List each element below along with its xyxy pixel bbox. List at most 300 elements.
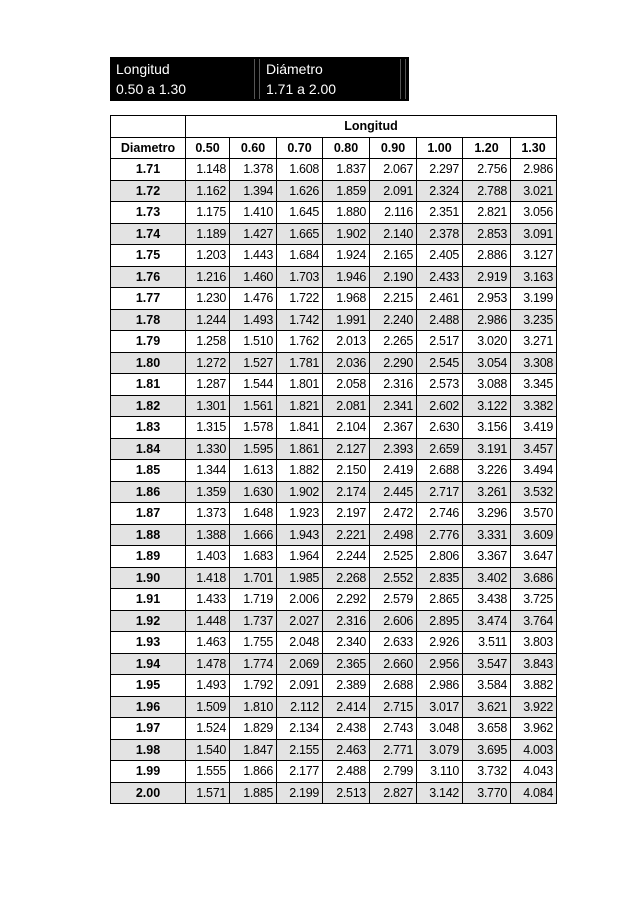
value-cell: 2.438 [323, 718, 370, 740]
diametro-cell: 1.78 [111, 309, 186, 331]
value-cell: 2.776 [417, 524, 463, 546]
value-cell: 2.116 [370, 202, 417, 224]
value-cell: 2.806 [417, 546, 463, 568]
value-cell: 1.737 [230, 610, 277, 632]
value-cell: 2.525 [370, 546, 417, 568]
diametro-cell: 2.00 [111, 782, 186, 804]
value-cell: 1.991 [323, 309, 370, 331]
value-cell: 3.843 [511, 653, 557, 675]
value-cell: 1.216 [186, 266, 230, 288]
value-cell: 3.382 [511, 395, 557, 417]
value-cell: 2.127 [323, 438, 370, 460]
column-header-row [111, 137, 557, 159]
diametro-label: Diámetro [266, 61, 323, 77]
value-cell: 2.104 [323, 417, 370, 439]
value-cell: 2.091 [370, 180, 417, 202]
value-cell: 2.513 [323, 782, 370, 804]
table-row [111, 567, 557, 589]
value-cell: 2.573 [417, 374, 463, 396]
value-cell: 3.647 [511, 546, 557, 568]
value-cell: 2.290 [370, 352, 417, 374]
value-cell: 1.510 [230, 331, 277, 353]
value-cell: 1.443 [230, 245, 277, 267]
value-cell: 1.162 [186, 180, 230, 202]
value-cell: 2.445 [370, 481, 417, 503]
value-cell: 2.405 [417, 245, 463, 267]
value-cell: 2.324 [417, 180, 463, 202]
diametro-cell: 1.74 [111, 223, 186, 245]
value-cell: 2.986 [463, 309, 511, 331]
value-cell: 3.199 [511, 288, 557, 310]
range-divider [254, 59, 255, 99]
value-cell: 1.923 [277, 503, 323, 525]
table-row [111, 417, 557, 439]
value-cell: 2.771 [370, 739, 417, 761]
value-cell: 3.547 [463, 653, 511, 675]
value-cell: 3.770 [463, 782, 511, 804]
value-cell: 3.091 [511, 223, 557, 245]
value-cell: 1.555 [186, 761, 230, 783]
value-cell: 2.799 [370, 761, 417, 783]
value-cell: 2.316 [370, 374, 417, 396]
value-cell: 1.985 [277, 567, 323, 589]
value-cell: 3.226 [463, 460, 511, 482]
column-header: 1.00 [417, 137, 463, 159]
diametro-cell: 1.88 [111, 524, 186, 546]
diametro-cell: 1.98 [111, 739, 186, 761]
value-cell: 1.301 [186, 395, 230, 417]
value-cell: 1.578 [230, 417, 277, 439]
value-cell: 2.630 [417, 417, 463, 439]
diametro-row-header: Diametro [111, 137, 186, 159]
value-cell: 3.732 [463, 761, 511, 783]
value-cell: 3.020 [463, 331, 511, 353]
value-cell: 1.463 [186, 632, 230, 654]
value-cell: 3.017 [417, 696, 463, 718]
value-cell: 2.268 [323, 567, 370, 589]
value-cell: 2.165 [370, 245, 417, 267]
value-cell: 4.084 [511, 782, 557, 804]
diametro-cell: 1.76 [111, 266, 186, 288]
value-cell: 2.197 [323, 503, 370, 525]
column-header: 1.20 [463, 137, 511, 159]
table-row [111, 223, 557, 245]
range-summary-box [110, 57, 409, 101]
table-row [111, 653, 557, 675]
value-cell: 1.418 [186, 567, 230, 589]
value-cell: 2.027 [277, 610, 323, 632]
value-cell: 1.378 [230, 159, 277, 181]
value-cell: 2.433 [417, 266, 463, 288]
value-cell: 2.297 [417, 159, 463, 181]
diametro-cell: 1.93 [111, 632, 186, 654]
longitud-group-header: Longitud [186, 116, 557, 138]
diametro-cell: 1.82 [111, 395, 186, 417]
value-cell: 2.743 [370, 718, 417, 740]
value-cell: 3.056 [511, 202, 557, 224]
value-cell: 2.986 [417, 675, 463, 697]
value-cell: 1.648 [230, 503, 277, 525]
value-cell: 1.902 [277, 481, 323, 503]
table-row [111, 610, 557, 632]
value-cell: 1.861 [277, 438, 323, 460]
table-row [111, 524, 557, 546]
value-cell: 1.837 [323, 159, 370, 181]
value-cell: 3.271 [511, 331, 557, 353]
value-cell: 2.081 [323, 395, 370, 417]
value-cell: 3.457 [511, 438, 557, 460]
value-cell: 3.110 [417, 761, 463, 783]
value-cell: 2.006 [277, 589, 323, 611]
column-header: 0.90 [370, 137, 417, 159]
value-cell: 2.058 [323, 374, 370, 396]
diametro-cell: 1.84 [111, 438, 186, 460]
value-cell: 1.630 [230, 481, 277, 503]
table-row [111, 159, 557, 181]
value-cell: 3.402 [463, 567, 511, 589]
value-cell: 2.419 [370, 460, 417, 482]
value-cell: 1.244 [186, 309, 230, 331]
value-cell: 2.461 [417, 288, 463, 310]
value-cell: 2.174 [323, 481, 370, 503]
value-cell: 3.054 [463, 352, 511, 374]
value-cell: 2.036 [323, 352, 370, 374]
value-cell: 2.688 [417, 460, 463, 482]
value-cell: 2.472 [370, 503, 417, 525]
value-cell: 4.003 [511, 739, 557, 761]
corner-cell [111, 116, 186, 138]
value-cell: 3.419 [511, 417, 557, 439]
diametro-cell: 1.79 [111, 331, 186, 353]
value-cell: 1.701 [230, 567, 277, 589]
value-cell: 2.659 [417, 438, 463, 460]
value-cell: 3.438 [463, 589, 511, 611]
table-row [111, 331, 557, 353]
value-cell: 2.986 [511, 159, 557, 181]
value-cell: 1.410 [230, 202, 277, 224]
value-cell: 4.043 [511, 761, 557, 783]
value-cell: 3.584 [463, 675, 511, 697]
value-cell: 2.788 [463, 180, 511, 202]
value-cell: 3.474 [463, 610, 511, 632]
value-cell: 3.922 [511, 696, 557, 718]
value-cell: 1.626 [277, 180, 323, 202]
value-cell: 2.414 [323, 696, 370, 718]
value-cell: 2.134 [277, 718, 323, 740]
value-cell: 1.722 [277, 288, 323, 310]
value-cell: 3.532 [511, 481, 557, 503]
value-cell: 2.367 [370, 417, 417, 439]
value-cell: 1.608 [277, 159, 323, 181]
longitud-label: Longitud [116, 61, 170, 77]
value-cell: 1.968 [323, 288, 370, 310]
diametro-cell: 1.91 [111, 589, 186, 611]
diametro-cell: 1.73 [111, 202, 186, 224]
value-cell: 1.287 [186, 374, 230, 396]
value-cell: 2.717 [417, 481, 463, 503]
value-cell: 1.859 [323, 180, 370, 202]
value-cell: 3.163 [511, 266, 557, 288]
diametro-cell: 1.92 [111, 610, 186, 632]
value-cell: 1.359 [186, 481, 230, 503]
value-cell: 3.658 [463, 718, 511, 740]
diametro-cell: 1.81 [111, 374, 186, 396]
table-row [111, 180, 557, 202]
value-cell: 1.665 [277, 223, 323, 245]
range-divider [400, 59, 401, 99]
table-row [111, 503, 557, 525]
value-cell: 1.527 [230, 352, 277, 374]
value-cell: 2.552 [370, 567, 417, 589]
value-cell: 2.660 [370, 653, 417, 675]
value-cell: 1.666 [230, 524, 277, 546]
value-cell: 3.725 [511, 589, 557, 611]
value-cell: 1.509 [186, 696, 230, 718]
value-cell: 3.494 [511, 460, 557, 482]
diametro-range: 1.71 a 2.00 [266, 81, 337, 97]
value-cell: 3.261 [463, 481, 511, 503]
diametro-cell: 1.83 [111, 417, 186, 439]
value-cell: 1.344 [186, 460, 230, 482]
value-cell: 1.493 [186, 675, 230, 697]
value-cell: 3.296 [463, 503, 511, 525]
value-cell: 2.013 [323, 331, 370, 353]
value-cell: 2.606 [370, 610, 417, 632]
diametro-cell: 1.71 [111, 159, 186, 181]
value-cell: 3.345 [511, 374, 557, 396]
value-cell: 2.853 [463, 223, 511, 245]
value-cell: 2.190 [370, 266, 417, 288]
diametro-cell: 1.89 [111, 546, 186, 568]
value-cell: 2.048 [277, 632, 323, 654]
value-cell: 1.801 [277, 374, 323, 396]
table-row [111, 696, 557, 718]
value-cell: 2.488 [417, 309, 463, 331]
value-cell: 1.703 [277, 266, 323, 288]
value-cell: 1.946 [323, 266, 370, 288]
table-body [111, 159, 557, 804]
table-row [111, 352, 557, 374]
value-cell: 3.308 [511, 352, 557, 374]
table-row [111, 782, 557, 804]
value-cell: 2.351 [417, 202, 463, 224]
value-cell: 1.902 [323, 223, 370, 245]
value-cell: 1.964 [277, 546, 323, 568]
diametro-cell: 1.99 [111, 761, 186, 783]
value-cell: 2.365 [323, 653, 370, 675]
value-cell: 2.746 [417, 503, 463, 525]
range-divider [405, 59, 406, 99]
value-cell: 2.316 [323, 610, 370, 632]
value-cell: 3.331 [463, 524, 511, 546]
value-cell: 3.048 [417, 718, 463, 740]
value-cell: 1.478 [186, 653, 230, 675]
table-row [111, 718, 557, 740]
diametro-cell: 1.97 [111, 718, 186, 740]
value-cell: 2.715 [370, 696, 417, 718]
value-cell: 2.067 [370, 159, 417, 181]
table-row [111, 632, 557, 654]
value-cell: 2.821 [463, 202, 511, 224]
value-cell: 3.142 [417, 782, 463, 804]
value-cell: 3.191 [463, 438, 511, 460]
value-cell: 2.393 [370, 438, 417, 460]
value-cell: 2.953 [463, 288, 511, 310]
value-cell: 2.112 [277, 696, 323, 718]
value-cell: 3.127 [511, 245, 557, 267]
value-cell: 1.189 [186, 223, 230, 245]
value-cell: 2.633 [370, 632, 417, 654]
diametro-cell: 1.87 [111, 503, 186, 525]
value-cell: 2.215 [370, 288, 417, 310]
value-cell: 2.155 [277, 739, 323, 761]
volume-table [110, 115, 557, 804]
value-cell: 2.069 [277, 653, 323, 675]
value-cell: 3.156 [463, 417, 511, 439]
value-cell: 1.388 [186, 524, 230, 546]
value-cell: 2.926 [417, 632, 463, 654]
longitud-range: 0.50 a 1.30 [116, 81, 187, 97]
value-cell: 1.448 [186, 610, 230, 632]
value-cell: 2.199 [277, 782, 323, 804]
value-cell: 2.150 [323, 460, 370, 482]
value-cell: 1.829 [230, 718, 277, 740]
value-cell: 3.021 [511, 180, 557, 202]
value-cell: 2.602 [417, 395, 463, 417]
table-row [111, 589, 557, 611]
value-cell: 1.719 [230, 589, 277, 611]
value-cell: 2.340 [323, 632, 370, 654]
value-cell: 3.609 [511, 524, 557, 546]
value-cell: 1.774 [230, 653, 277, 675]
value-cell: 1.203 [186, 245, 230, 267]
value-cell: 2.886 [463, 245, 511, 267]
value-cell: 1.540 [186, 739, 230, 761]
value-cell: 3.764 [511, 610, 557, 632]
value-cell: 1.394 [230, 180, 277, 202]
table-row [111, 675, 557, 697]
value-cell: 3.122 [463, 395, 511, 417]
table-row [111, 309, 557, 331]
group-header-row [111, 116, 557, 138]
value-cell: 2.463 [323, 739, 370, 761]
value-cell: 1.645 [277, 202, 323, 224]
value-cell: 2.378 [417, 223, 463, 245]
value-cell: 1.315 [186, 417, 230, 439]
value-cell: 2.827 [370, 782, 417, 804]
table-row [111, 739, 557, 761]
value-cell: 2.221 [323, 524, 370, 546]
column-header: 0.60 [230, 137, 277, 159]
value-cell: 1.230 [186, 288, 230, 310]
value-cell: 2.517 [417, 331, 463, 353]
value-cell: 1.882 [277, 460, 323, 482]
table-row [111, 395, 557, 417]
value-cell: 2.292 [323, 589, 370, 611]
value-cell: 2.956 [417, 653, 463, 675]
column-header: 1.30 [511, 137, 557, 159]
value-cell: 2.498 [370, 524, 417, 546]
value-cell: 3.882 [511, 675, 557, 697]
table-row [111, 374, 557, 396]
value-cell: 1.595 [230, 438, 277, 460]
value-cell: 1.821 [277, 395, 323, 417]
value-cell: 1.272 [186, 352, 230, 374]
value-cell: 3.088 [463, 374, 511, 396]
value-cell: 1.866 [230, 761, 277, 783]
diametro-cell: 1.72 [111, 180, 186, 202]
value-cell: 1.755 [230, 632, 277, 654]
value-cell: 1.792 [230, 675, 277, 697]
value-cell: 2.265 [370, 331, 417, 353]
value-cell: 1.781 [277, 352, 323, 374]
table-row [111, 546, 557, 568]
value-cell: 3.511 [463, 632, 511, 654]
table-row [111, 202, 557, 224]
value-cell: 2.865 [417, 589, 463, 611]
value-cell: 1.433 [186, 589, 230, 611]
value-cell: 1.544 [230, 374, 277, 396]
diametro-cell: 1.85 [111, 460, 186, 482]
value-cell: 1.403 [186, 546, 230, 568]
table-row [111, 266, 557, 288]
value-cell: 1.847 [230, 739, 277, 761]
value-cell: 2.919 [463, 266, 511, 288]
table-row [111, 481, 557, 503]
value-cell: 1.943 [277, 524, 323, 546]
value-cell: 2.091 [277, 675, 323, 697]
diametro-cell: 1.95 [111, 675, 186, 697]
value-cell: 1.476 [230, 288, 277, 310]
value-cell: 1.330 [186, 438, 230, 460]
value-cell: 2.240 [370, 309, 417, 331]
value-cell: 2.177 [277, 761, 323, 783]
diametro-cell: 1.80 [111, 352, 186, 374]
value-cell: 2.488 [323, 761, 370, 783]
value-cell: 1.427 [230, 223, 277, 245]
value-cell: 1.613 [230, 460, 277, 482]
value-cell: 1.148 [186, 159, 230, 181]
value-cell: 1.880 [323, 202, 370, 224]
value-cell: 3.962 [511, 718, 557, 740]
value-cell: 3.686 [511, 567, 557, 589]
value-cell: 2.688 [370, 675, 417, 697]
table-row [111, 761, 557, 783]
value-cell: 1.683 [230, 546, 277, 568]
value-cell: 1.175 [186, 202, 230, 224]
value-cell: 1.493 [230, 309, 277, 331]
value-cell: 1.810 [230, 696, 277, 718]
value-cell: 1.571 [186, 782, 230, 804]
value-cell: 2.341 [370, 395, 417, 417]
diametro-cell: 1.90 [111, 567, 186, 589]
column-header: 0.70 [277, 137, 323, 159]
value-cell: 2.895 [417, 610, 463, 632]
value-cell: 1.561 [230, 395, 277, 417]
diametro-cell: 1.86 [111, 481, 186, 503]
table-row [111, 460, 557, 482]
value-cell: 1.524 [186, 718, 230, 740]
column-header: 0.50 [186, 137, 230, 159]
diametro-cell: 1.77 [111, 288, 186, 310]
value-cell: 3.079 [417, 739, 463, 761]
value-cell: 2.835 [417, 567, 463, 589]
value-cell: 1.841 [277, 417, 323, 439]
value-cell: 2.545 [417, 352, 463, 374]
value-cell: 1.742 [277, 309, 323, 331]
value-cell: 3.695 [463, 739, 511, 761]
table-row [111, 438, 557, 460]
